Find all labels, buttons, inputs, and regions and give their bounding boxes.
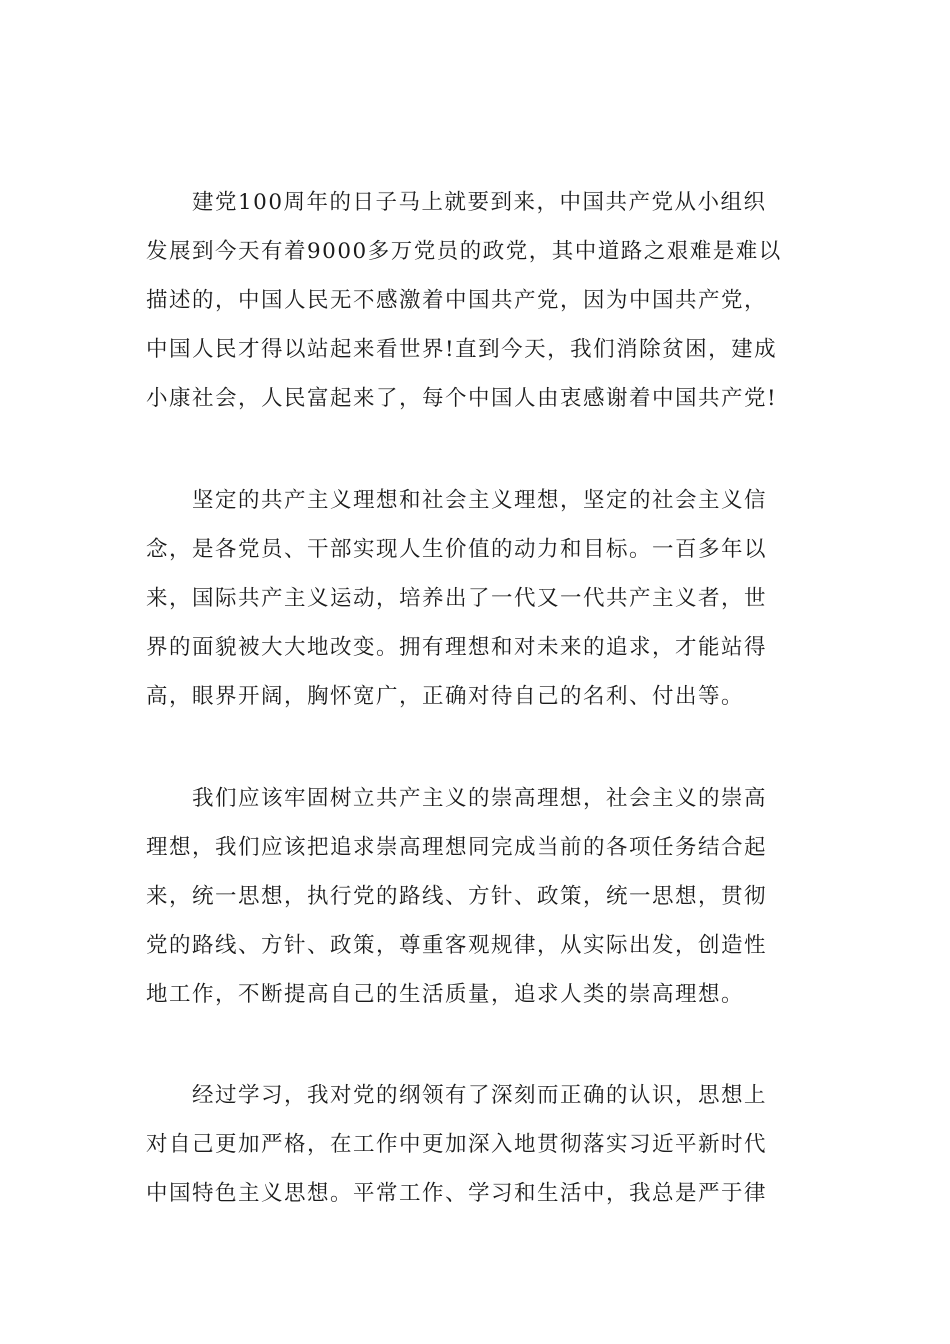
paragraph-line: 理想，我们应该把追求崇高理想同完成当前的各项任务结合起: [146, 835, 768, 860]
paragraph-line: 描述的，中国人民无不感激着中国共产党，因为中国共产党，: [146, 288, 768, 313]
paragraph-line: 地工作，不断提高自己的生活质量，追求人类的崇高理想。: [146, 982, 745, 1007]
paragraph-line: 中国人民才得以站起来看世界!直到今天，我们消除贫困，建成: [146, 337, 778, 362]
paragraph-line: 坚定的共产主义理想和社会主义理想，坚定的社会主义信: [192, 488, 768, 513]
paragraph-line: 念，是各党员、干部实现人生价值的动力和目标。一百多年以: [146, 537, 768, 562]
paragraph-3: [146, 774, 806, 1019]
paragraph-2: [146, 476, 806, 721]
paragraph-line: 高，眼界开阔，胸怀宽广，正确对待自己的名利、付出等。: [146, 684, 745, 709]
paragraph-line: 中国特色主义思想。平常工作、学习和生活中，我总是严于律: [146, 1181, 768, 1206]
paragraph-1: [146, 178, 806, 423]
paragraph-line: 发展到今天有着9000多万党员的政党，其中道路之艰难是难以: [146, 239, 782, 264]
paragraph-line: 经过学习，我对党的纲领有了深刻而正确的认识，思想上: [192, 1083, 768, 1108]
paragraph-line: 来，国际共产主义运动，培养出了一代又一代共产主义者，世: [146, 586, 768, 611]
paragraph-4: [146, 1071, 806, 1218]
paragraph-line: 小康社会，人民富起来了，每个中国人由衷感谢着中国共产党!: [146, 386, 778, 411]
paragraph-line: 建党100周年的日子马上就要到来，中国共产党从小组织: [192, 190, 767, 215]
paragraph-line: 来，统一思想，执行党的路线、方针、政策，统一思想，贯彻: [146, 884, 768, 909]
paragraph-line: 界的面貌被大大地改变。拥有理想和对未来的追求，才能站得: [146, 635, 768, 660]
paragraph-line: 对自己更加严格，在工作中更加深入地贯彻落实习近平新时代: [146, 1132, 768, 1157]
paragraph-line: 党的路线、方针、政策，尊重客观规律，从实际出发，创造性: [146, 933, 768, 958]
paragraph-line: 我们应该牢固树立共产主义的崇高理想，社会主义的崇高: [192, 786, 768, 811]
